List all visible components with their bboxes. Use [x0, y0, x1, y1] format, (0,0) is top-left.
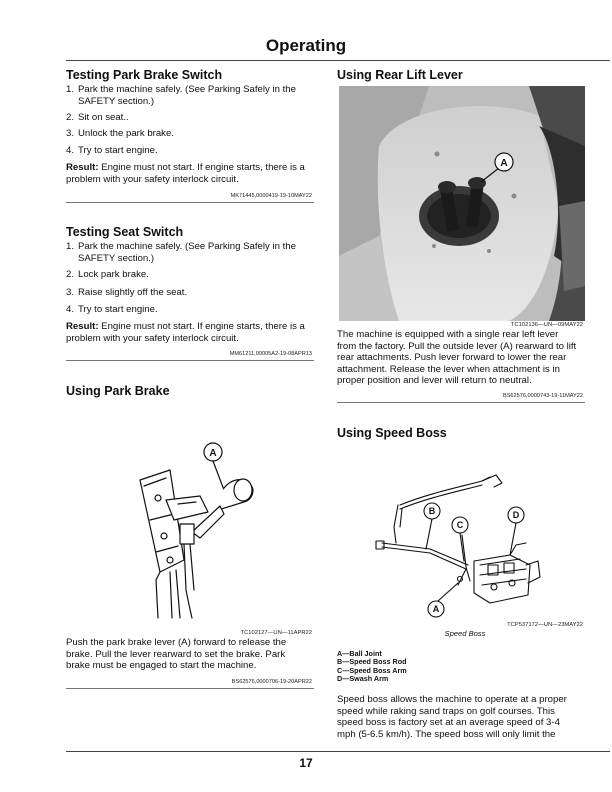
- result-text: Engine must not start. If engine starts, there is a: [98, 162, 305, 173]
- paragraph-line: brake. Pull the lever rearward to set the brake. Park: [66, 648, 286, 660]
- legend-item: C—Speed Boss Arm: [337, 665, 407, 675]
- paragraph-line: from the factory. Pull the outside lever (A) rearward to lift: [337, 340, 577, 352]
- park-brake-illustration: [100, 440, 300, 625]
- section-divider: [66, 688, 314, 689]
- figure-callout-label: A: [432, 604, 440, 614]
- step-text: Park the machine safely. (See Parking Safely in the: [78, 241, 296, 252]
- rear-lift-heading: Using Rear Lift Lever: [337, 68, 463, 82]
- step-text: Sit on seat..: [78, 112, 129, 123]
- paragraph-line: Speed boss allows the machine to operate at a proper: [337, 694, 567, 705]
- list-item: [66, 269, 316, 281]
- result-text-cont: problem with your safety interlock circuit.: [66, 332, 239, 344]
- paragraph-line: rear attachments. Push lever forward to lower the rear: [337, 352, 567, 364]
- park-brake-heading: Using Park Brake: [66, 384, 170, 398]
- seat-switch-heading: Testing Seat Switch: [66, 225, 184, 239]
- paragraph-line: attachment. Release the lever when attachment is in: [337, 363, 560, 375]
- result-label: Result:: [66, 162, 99, 173]
- speed-boss-illustration: [370, 465, 580, 625]
- paragraph-line: speed while raking sand traps on golf courses. This: [337, 705, 555, 717]
- legend-item: A—Ball Joint: [337, 649, 382, 658]
- figure-legend: [337, 650, 537, 684]
- step-number: 2.: [66, 269, 75, 280]
- reference-code: MM61211,00005A2-19-08APR13: [229, 351, 312, 357]
- section-divider: [66, 202, 314, 203]
- legend-item: D—Swash Arm: [337, 674, 389, 684]
- step-text: Park the machine safely. (See Parking Safely in the: [78, 84, 296, 95]
- paragraph-line: brake must be engaged to start the machine.: [66, 660, 257, 672]
- legend-item: B—Speed Boss Rod: [337, 657, 407, 667]
- reference-code: MK71445,0000419-19-10MAY22: [230, 193, 312, 199]
- result-paragraph: [66, 321, 316, 344]
- figure-code: TC102127—UN—11APR22: [240, 630, 312, 636]
- paragraph-line: Push the park brake lever (A) forward to release the: [66, 637, 287, 648]
- figure-callout-label: A: [209, 448, 217, 459]
- list-item: [66, 145, 316, 157]
- section-divider: [66, 360, 314, 361]
- reference-code: BS62576,0000743-19-11MAY22: [502, 393, 583, 399]
- result-label: Result:: [66, 321, 99, 332]
- paragraph-line: mph (5-6.5 km/h). The speed boss will only limit the: [337, 728, 556, 740]
- list-item: [66, 112, 316, 124]
- step-number: 2.: [66, 112, 75, 123]
- step-text: Lock park brake.: [78, 269, 149, 280]
- step-number: 3.: [66, 287, 75, 298]
- step-text: Try to start engine.: [78, 304, 158, 315]
- step-number: 1.: [66, 84, 75, 95]
- speed-boss-heading: Using Speed Boss: [337, 426, 447, 440]
- step-text: Unlock the park brake.: [78, 128, 174, 139]
- list-item: [66, 287, 316, 299]
- figure-callout-label: C: [456, 520, 464, 530]
- page-title: Operating: [265, 36, 347, 55]
- list-item: [66, 304, 316, 316]
- step-number: 1.: [66, 241, 75, 252]
- step-text: Try to start engine.: [78, 145, 158, 156]
- step-number: 3.: [66, 128, 75, 139]
- figure-caption: Speed Boss: [444, 629, 486, 638]
- result-text-cont: problem with your safety interlock circuit.: [66, 173, 239, 185]
- paragraph-line: speed boss is factory set at an average speed of 3-4: [337, 717, 560, 729]
- step-number: 4.: [66, 145, 75, 156]
- park-brake-switch-heading: Testing Park Brake Switch: [66, 68, 223, 82]
- page-number: 17: [299, 756, 313, 770]
- reference-code: BS62576,0000706-19-20APR22: [231, 679, 312, 685]
- figure-callout-label: A: [500, 158, 508, 169]
- list-item: [66, 241, 316, 265]
- speed-boss-paragraph: [337, 694, 597, 740]
- step-text-cont: SAFETY section.): [78, 95, 155, 107]
- rear-lift-photo: [339, 86, 585, 321]
- rear-lift-paragraph: [337, 329, 597, 387]
- paragraph-line: proper position and lever will return to neutral.: [337, 375, 532, 387]
- figure-code: TCP537172—UN—23MAY22: [507, 622, 583, 628]
- list-item: [66, 128, 316, 140]
- figure-callout-label: D: [512, 510, 520, 520]
- result-paragraph: [66, 162, 316, 185]
- step-text: Raise slightly off the seat.: [78, 287, 188, 298]
- figure-callout-label: B: [428, 506, 436, 516]
- park-brake-paragraph: [66, 637, 316, 672]
- step-text-cont: SAFETY section.): [78, 252, 155, 264]
- list-item: [66, 84, 316, 108]
- section-divider: [337, 402, 585, 403]
- figure-code: TC102136—UN—09MAY22: [510, 322, 583, 328]
- result-text: Engine must not start. If engine starts, there is a: [98, 321, 305, 332]
- paragraph-line: The machine is equipped with a single rear left lever: [337, 329, 559, 340]
- step-number: 4.: [66, 304, 75, 315]
- footer-rule: [66, 751, 610, 752]
- title-rule: [66, 60, 610, 61]
